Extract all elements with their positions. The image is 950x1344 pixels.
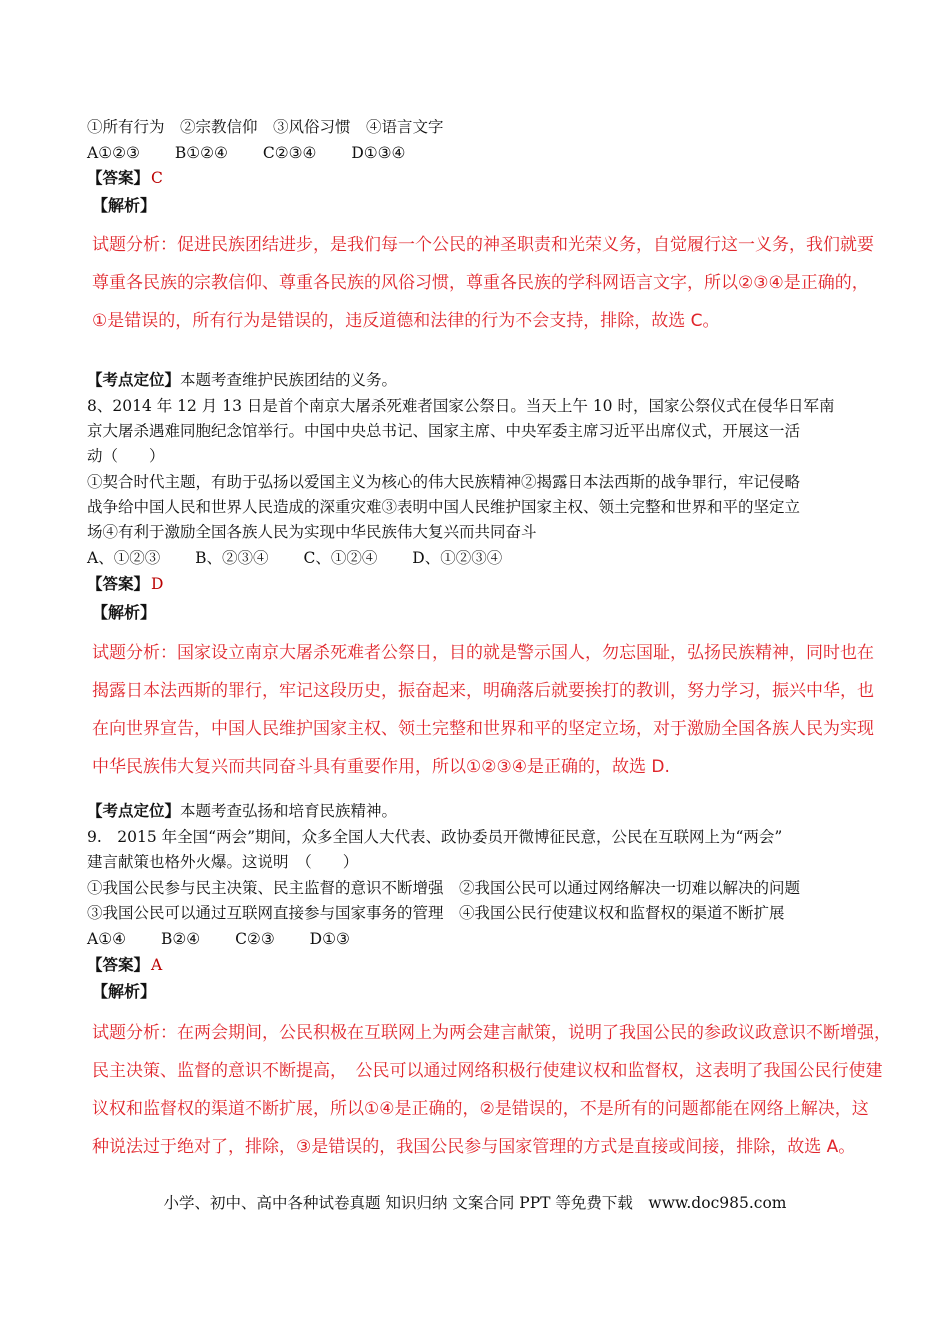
analysis-line: 尊重各民族的宗教信仰、尊重各民族的风俗习惯，尊重各民族的学科网语言文字，所以②③④是正确的，	[92, 273, 869, 293]
q8-option-d: D、①②③④	[412, 549, 503, 567]
q8-options	[87, 548, 532, 568]
point-label: 【考点定位】	[87, 370, 181, 389]
point-text: 本题考查维护民族团结的义务。	[180, 371, 398, 389]
q8-point	[87, 801, 397, 821]
q9-stem-1: 9. 2015 年全国“两会”期间，众多全国人大代表、政协委员开微博征民意，公民在互联网上为“两会”	[87, 828, 783, 846]
q8-option-a: A、①②③	[87, 549, 161, 567]
q9-option-d: D①③	[309, 930, 350, 948]
point-text: 本题考查弘扬和培育民族精神。	[180, 802, 398, 820]
q9-option-b: B②④	[160, 930, 201, 948]
analysis-line: 试题分析：促进民族团结进步，是我们每一个公民的神圣职责和光荣义务，自觉履行这一义务，我们就要	[92, 235, 874, 255]
analysis-line: 中华民族伟大复兴而共同奋斗具有重要作用，所以①②③④是正确的，故选 D.	[92, 757, 670, 777]
q9-statement-1: ①我国公民参与民主决策、民主监督的意识不断增强 ②我国公民可以通过网络解决一切难以解决的问题	[87, 879, 801, 897]
q8-answer	[87, 574, 163, 594]
answer-label: 【答案】	[87, 168, 150, 187]
q7-options	[87, 143, 435, 163]
q7-option-c: C②③④	[262, 144, 317, 162]
q9-answer	[87, 955, 162, 975]
answer-value: A	[151, 956, 163, 974]
q8-stem-2: 京大屠杀遇难同胞纪念馆举行。中国中央总书记、国家主席、中央军委主席习近平出席仪式，开展这一活	[87, 422, 801, 440]
answer-value: D	[151, 575, 164, 593]
q8-statement-1: ①契合时代主题，有助于弘扬以爱国主义为核心的伟大民族精神②揭露日本法西斯的战争罪行，牢记侵略	[87, 473, 801, 491]
q8-option-b: B、②③④	[195, 549, 269, 567]
q9-option-c: C②③	[235, 930, 275, 948]
q9-analysis-label: 【解析】	[92, 982, 157, 1001]
q9-analysis-text	[92, 1014, 891, 1166]
q8-stem-1: 8、2014 年 12 月 13 日是首个南京大屠杀死难者国家公祭日。当天上午 10 时，国家公祭仪式在侵华日军南	[87, 397, 835, 415]
q9-stem-2: 建言献策也格外火爆。这说明 （ ）	[87, 853, 359, 871]
q7-answer	[87, 168, 163, 188]
q7-point	[87, 370, 397, 390]
q7-analysis-text	[92, 226, 882, 340]
q8-analysis-label: 【解析】	[92, 603, 157, 622]
q7-option-d: D①③④	[351, 144, 406, 162]
q9-option-a: A①④	[87, 930, 126, 948]
answer-label: 【答案】	[87, 955, 150, 974]
point-label: 【考点定位】	[87, 801, 181, 820]
q7-option-b: B①②④	[174, 144, 228, 162]
q8-statement-3: 场④有利于激励全国各族人民为实现中华民族伟大复兴而共同奋斗	[87, 523, 537, 541]
page-footer: 小学、初中、高中各种试卷真题 知识归纳 文案合同 PPT 等免费下载 www.doc985.com	[163, 1194, 787, 1212]
analysis-line: 种说法过于绝对了，排除，③是错误的，我国公民参与国家管理的方式是直接或间接，排除，故选 A。	[92, 1137, 856, 1157]
q8-analysis-text	[92, 634, 882, 786]
analysis-line: 议权和监督权的渠道不断扩展，所以①④是正确的，②是错误的，不是所有的问题都能在网络上解决，这	[92, 1099, 869, 1119]
q9-statement-2: ③我国公民可以通过互联网直接参与国家事务的管理 ④我国公民行使建议权和监督权的渠道不断扩展	[87, 904, 785, 922]
analysis-line: 试题分析：在两会期间，公民积极在互联网上为两会建言献策，说明了我国公民的参政议政意识不断增强，	[92, 1023, 891, 1043]
q8-stem-3: 动（ ）	[87, 447, 165, 465]
q7-analysis-label: 【解析】	[92, 196, 157, 215]
q9-options	[87, 929, 380, 949]
answer-value: C	[151, 169, 163, 187]
q8-statement-2: 战争给中国人民和世界人民造成的深重灾难③表明中国人民维护国家主权、领土完整和世界和平的坚定立	[87, 498, 801, 516]
answer-label: 【答案】	[87, 574, 150, 593]
q8-option-c: C、①②④	[303, 549, 378, 567]
analysis-line: ①是错误的，所有行为是错误的，违反道德和法律的行为不会支持，排除，故选 C。	[92, 311, 720, 331]
analysis-line: 在向世界宣告，中国人民维护国家主权、领土完整和世界和平的坚定立场，对于激励全国各族人民为实现	[92, 719, 874, 739]
analysis-line: 民主决策、监督的意识不断提高， 公民可以通过网络积极行使建议权和监督权，这表明了我国公民行使建	[92, 1061, 883, 1081]
q7-statements: ①所有行为 ②宗教信仰 ③风俗习惯 ④语言文字	[87, 118, 444, 136]
q7-option-a: A①②③	[87, 144, 140, 162]
analysis-line: 揭露日本法西斯的罪行，牢记这段历史，振奋起来，明确落后就要挨打的教训，努力学习，振兴中华，也	[92, 681, 874, 701]
analysis-line: 试题分析：国家设立南京大屠杀死难者公祭日，目的就是警示国人，勿忘国耻，弘扬民族精神，同时也在	[92, 643, 874, 663]
